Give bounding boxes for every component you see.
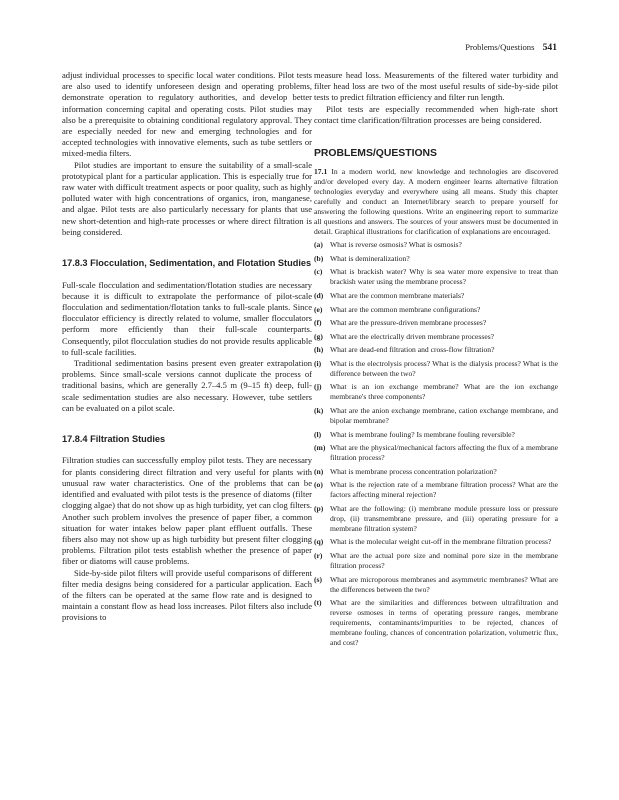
- paragraph: Full-scale flocculation and sedimentation/flotation studies are necessary because it is difficult to extrapolate the performance of pilot-scale flocculation and sedimentation/flotation tanks to full-scale plants. Since flocculator efficiency is directly related to volume, smaller flocculators perform more efficiently than their full-scale counterparts. Consequently, pilot flocculation studies do not provide results applicable to full-scale facilities.: [62, 279, 312, 357]
- question-text: What is membrane process concentration polarization?: [330, 466, 497, 476]
- question-label: (l): [314, 429, 322, 439]
- question-label: (a): [314, 240, 323, 250]
- question-label: (h): [314, 345, 324, 355]
- question-label: (f): [314, 318, 322, 328]
- question-item: [314, 345, 558, 355]
- right-column: [314, 70, 558, 652]
- question-item: [314, 598, 558, 648]
- problem-number: 17.1: [314, 167, 328, 177]
- paragraph: Traditional sedimentation basins present even greater extrapolation problems. Since small-scale versions cannot duplicate the process of traditional basins, which are generally 2.7–4.5 m (9–15 ft) deep, full-scale sedimentation studies are also necessary. However, tube settlers can be evaluated on a pilot scale.: [62, 357, 312, 413]
- question-label: (g): [314, 331, 323, 341]
- question-label: (b): [314, 253, 324, 263]
- question-item: [314, 305, 558, 315]
- question-text: What are the similarities and differences between ultrafiltration and reverse osmoses in terms of operating pressure ranges, membrane requirements, contaminants/impurities to be rejected, chances of membrane fouling, chances of concentration polarization, volumetric flux, and cost?: [330, 598, 558, 648]
- paragraph: Pilot studies are important to ensure the suitability of a small-scale prototypical plant for a particular application. This is especially true for raw water with difficult treatment aspects or poor quality, such as highly polluted water with high concentrations of organics, iron, manganese, and algae. Pilot tests are also particularly necessary for plants that use new short-detention and high-rate processes or where direct filtration is being considered.: [62, 159, 312, 237]
- question-text: What is reverse osmosis? What is osmosis?: [330, 240, 462, 250]
- question-text: What are microporous membranes and asymmetric membranes? What are the differences between the two?: [330, 574, 558, 594]
- question-label: (c): [314, 267, 323, 277]
- question-text: What are the common membrane configurations?: [330, 304, 481, 314]
- question-text: What is the molecular weight cut-off in the membrane filtration process?: [330, 537, 552, 547]
- page-number: 541: [542, 42, 557, 53]
- question-item: [314, 443, 558, 463]
- question-item: [314, 240, 558, 250]
- question-list: [314, 240, 558, 648]
- paragraph: Pilot tests are especially recommended when high-rate short contact time clarification/filtration processes are being considered.: [314, 103, 558, 125]
- question-label: (j): [314, 382, 322, 392]
- question-text: What are the physical/mechanical factors affecting the flux of a membrane filtration process?: [330, 443, 558, 463]
- question-label: (d): [314, 291, 324, 301]
- question-item: [314, 382, 558, 402]
- question-item: [314, 467, 558, 477]
- question-label: (r): [314, 551, 323, 561]
- problem-intro-text: In a modern world, new knowledge and technologies are discovered and/or developed every day. A modern engineer learns alternative filtration technologies everyday and everywhere using all means. Study this chapter carefully and conduct an Internet/library search to prepare yourself for answering the following questions. Write an engineering report to summarize all questions and answers. The sources of your answers must be documented in detail. Graphical illustrations for clarification of explanations are encouraged.: [314, 167, 558, 237]
- question-label: (q): [314, 537, 324, 547]
- question-item: [314, 318, 558, 328]
- running-header: [465, 42, 557, 53]
- question-label: (s): [314, 574, 323, 584]
- question-label: (t): [314, 598, 322, 608]
- question-text: What is the electrolysis process? What is the dialysis process? What is the difference between the two?: [330, 358, 558, 378]
- question-text: What are the anion exchange membrane, cation exchange membrane, and bipolar membrane?: [330, 405, 558, 425]
- paragraph: Side-by-side pilot filters will provide useful comparisons of different filter media designs being considered for a particular application. Each of the filters can be operated at the same flow rate and is designed to maintain a constant flow as head loss increases. Pilot filters also include provisions to: [62, 567, 312, 623]
- question-text: What are the pressure-driven membrane processes?: [330, 318, 487, 328]
- question-label: (p): [314, 503, 324, 513]
- question-label: (k): [314, 405, 324, 415]
- question-label: (n): [314, 466, 324, 476]
- section-heading-flocculation: 17.8.3 Flocculation, Sedimentation, and Flotation Studies: [62, 258, 312, 269]
- question-text: What is membrane fouling? Is membrane fouling reversible?: [330, 429, 515, 439]
- question-text: What are the common membrane materials?: [330, 291, 465, 301]
- question-item: [314, 551, 558, 571]
- running-title: Problems/Questions: [465, 42, 535, 52]
- paragraph: measure head loss. Measurements of the filtered water turbidity and filter head loss are two of the most useful results of side-by-side pilot tests to predict filtration efficiency and filter run length.: [314, 70, 558, 103]
- question-item: [314, 332, 558, 342]
- question-label: (o): [314, 480, 323, 490]
- question-text: What are dead-end filtration and cross-flow filtration?: [330, 345, 495, 355]
- problems-section-title: PROBLEMS/QUESTIONS: [314, 148, 437, 160]
- question-item: [314, 480, 558, 500]
- question-item: [314, 254, 558, 264]
- question-text: What is brackish water? Why is sea water more expensive to treat than brackish water using the membrane process?: [330, 267, 558, 287]
- question-text: What are the following: (i) membrane module pressure loss or pressure drop, (ii) transmembrane pressure, and (iii) operating pressure for a membrane filtration system?: [330, 503, 558, 533]
- question-item: [314, 575, 558, 595]
- question-label: (i): [314, 358, 322, 368]
- question-item: [314, 504, 558, 534]
- question-item: [314, 406, 558, 426]
- question-label: (m): [314, 443, 326, 453]
- question-item: [314, 430, 558, 440]
- question-label: (e): [314, 304, 323, 314]
- question-item: [314, 267, 558, 287]
- question-item: [314, 291, 558, 301]
- paragraph: Filtration studies can successfully employ pilot tests. They are necessary for plants considering direct filtration and very useful for plants with unusual raw water characteristics. One of the problems that can be identified and evaluated with pilot tests is the presence of diatoms (filter clogging algae) that do not show up as high turbidity, yet can clog filters. Another such problem involves the presence of paper fiber, a common situation for water intakes below paper plant effluent outfalls. These fibers also may not show up as high turbidity but present filter clogging problems. Filtration pilot tests establish whether the presence of paper fiber or diatoms will cause problems.: [62, 455, 312, 567]
- question-item: [314, 359, 558, 379]
- paragraph: adjust individual processes to specific local water conditions. Pilot tests are also used to identify unforeseen design and operating problems, demonstrate operation to regulatory authorities, and develop better information concerning capital and operating costs. Pilot studies may also be a prerequisite to obtaining conditional regulatory approval. They are especially needed for new and emerging technologies and for accepted technologies with innovative elements, such as tube settlers or mixed-media filters.: [62, 70, 312, 159]
- problem-intro: [314, 167, 558, 237]
- question-text: What is an ion exchange membrane? What are the ion exchange membrane's three components?: [330, 382, 558, 402]
- question-text: What are the electrically driven membrane processes?: [330, 331, 495, 341]
- question-text: What is demineralization?: [330, 253, 410, 263]
- question-text: What is the rejection rate of a membrane filtration process? What are the factors affecting mineral rejection?: [330, 480, 558, 500]
- question-text: What are the actual pore size and nominal pore size in the membrane filtration process?: [330, 551, 558, 571]
- section-heading-filtration: 17.8.4 Filtration Studies: [62, 433, 166, 444]
- question-item: [314, 537, 558, 547]
- left-column: [62, 70, 312, 624]
